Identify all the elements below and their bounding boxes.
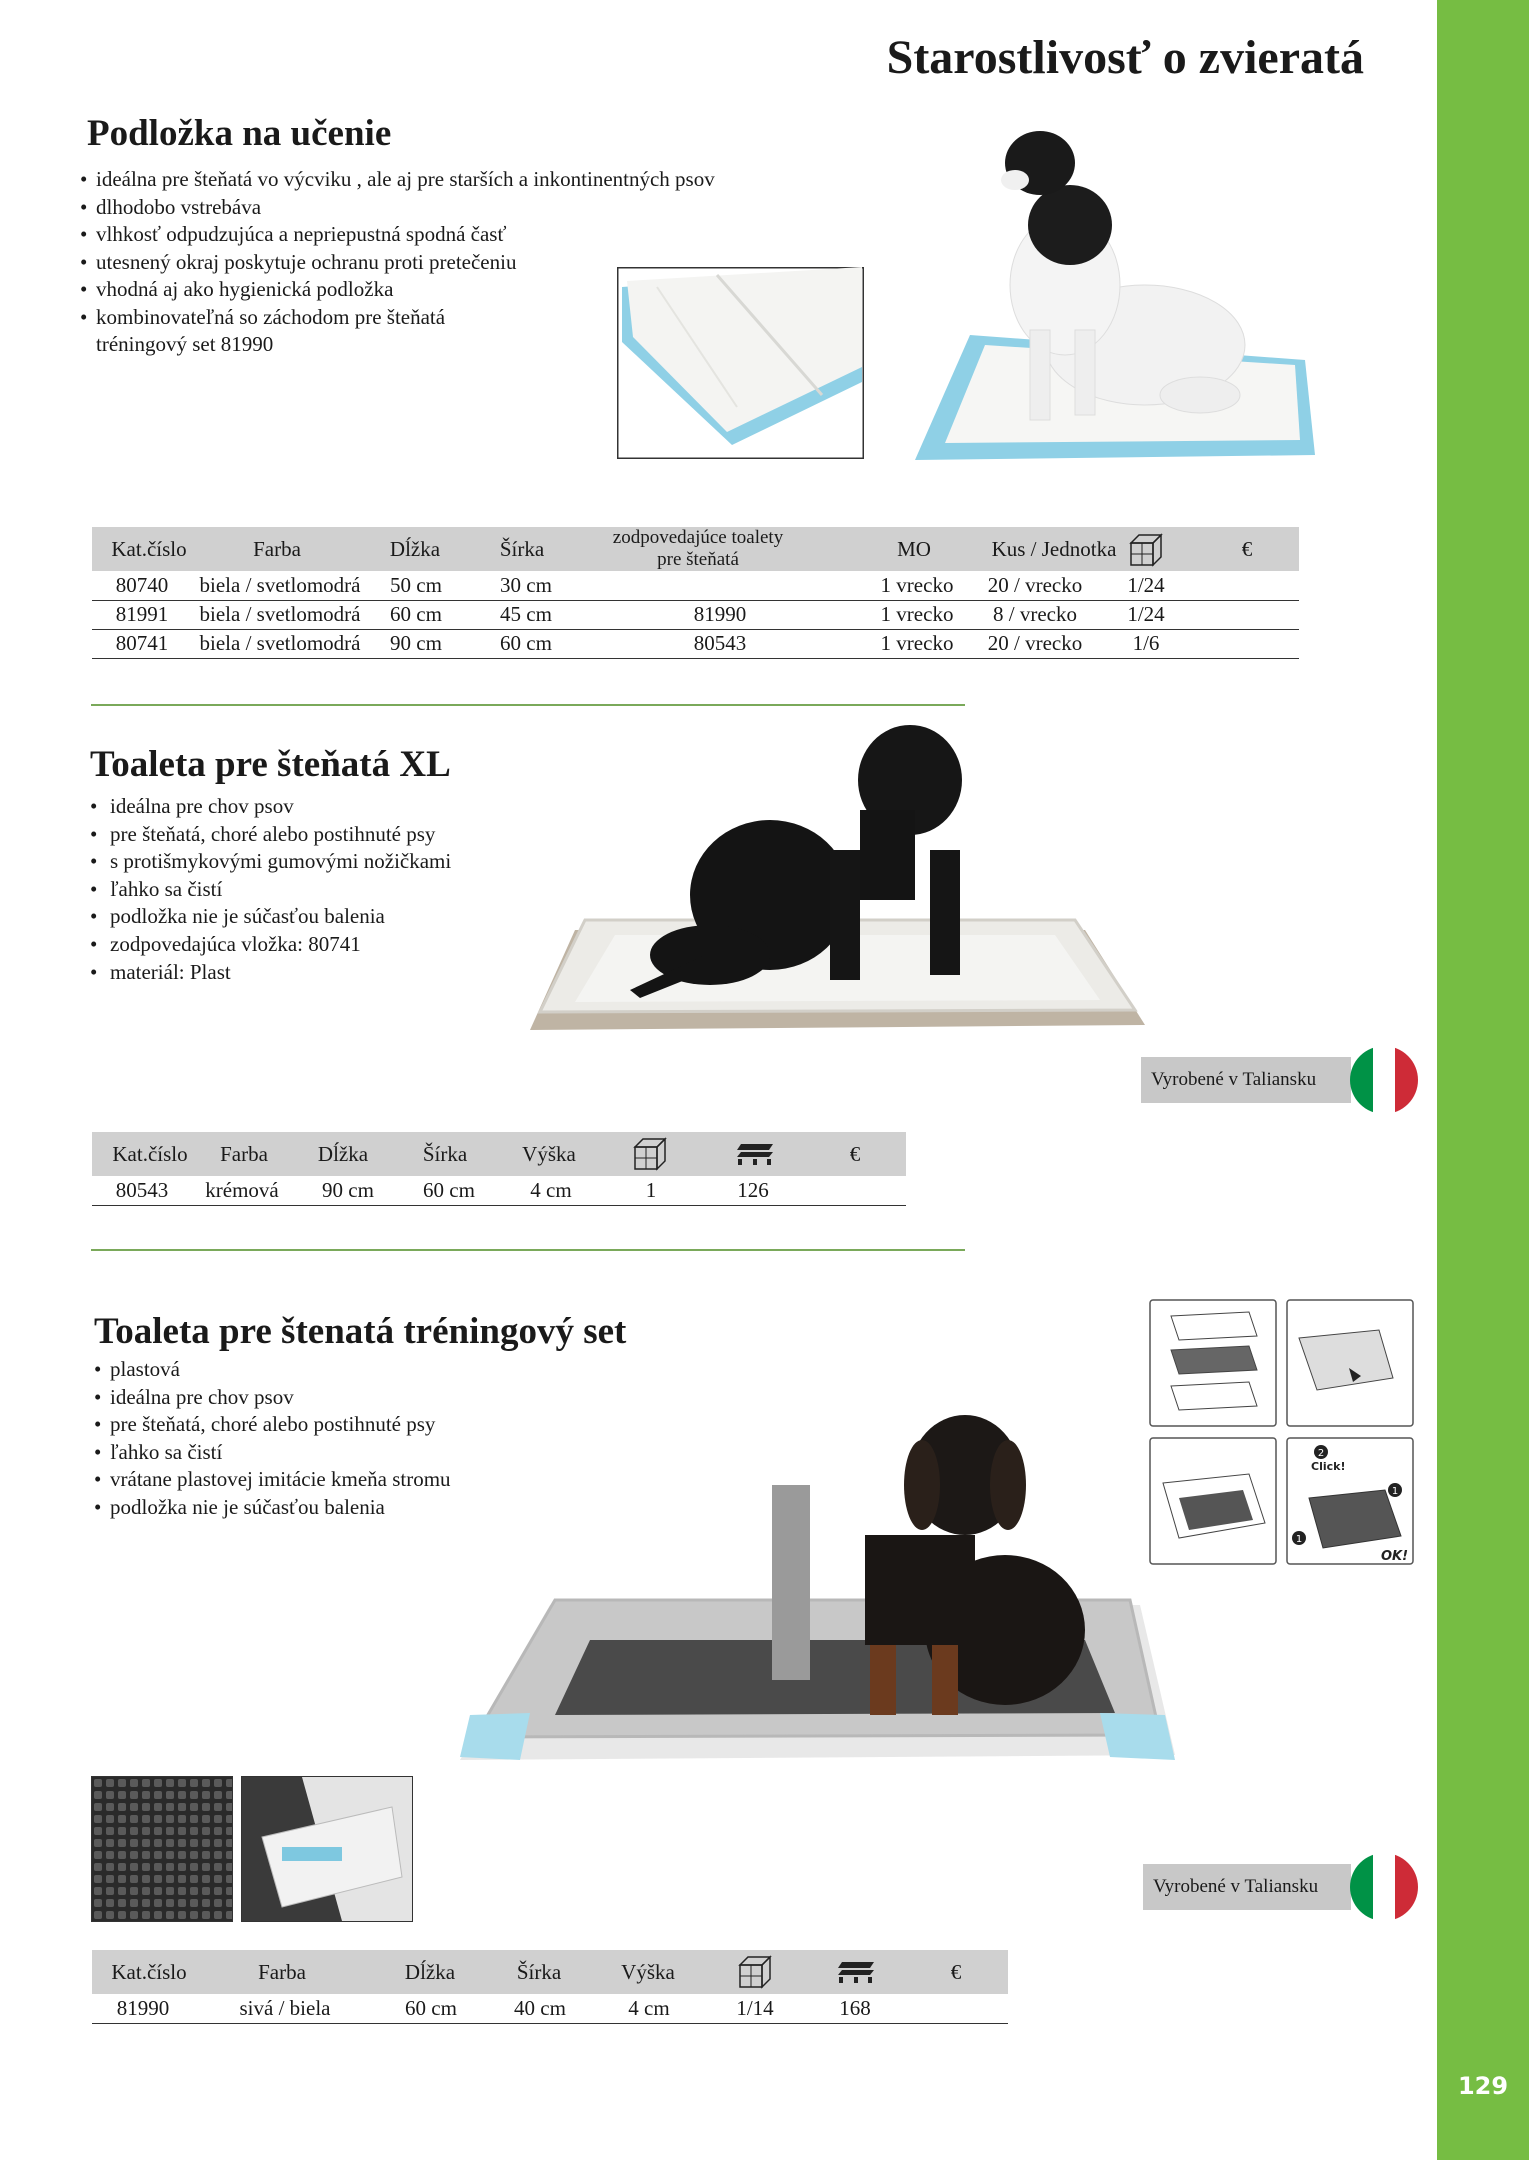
row-divider	[92, 2023, 1008, 2024]
list-item: • ideálna pre chov psov	[88, 793, 451, 821]
cell-height: 4 cm	[628, 1996, 670, 2020]
made-in-italy-badge: Vyrobené v Taliansku	[1141, 1057, 1351, 1103]
header-price: €	[1241, 537, 1253, 561]
cell-carton: 1/24	[1127, 602, 1165, 626]
table-header	[92, 1132, 906, 1176]
header-width: Šírka	[499, 537, 545, 561]
header-matching-toilets-line1: zodpovedajúce toalety	[612, 527, 784, 548]
header-cat-number: Kat.číslo	[111, 537, 187, 561]
cell-pieces: 8 / vrecko	[993, 602, 1077, 626]
cell-carton: 1/24	[1127, 573, 1165, 597]
row-divider	[92, 629, 1299, 630]
ok-label: OK!	[1381, 1549, 1409, 1564]
grid-surface-thumbnail	[91, 1776, 233, 1922]
header-color: Farba	[220, 1142, 268, 1166]
carton-icon	[1128, 532, 1164, 568]
header-color: Farba	[253, 537, 301, 561]
training-set-photo	[460, 1395, 1175, 1785]
cell-cat-number: 80543	[115, 1178, 169, 1202]
cell-matching-toilet: 80543	[693, 631, 747, 655]
list-item: • ľahko sa čistí	[94, 1439, 451, 1467]
training-set-table	[92, 1950, 1008, 2025]
cell-pieces: 20 / vrecko	[987, 573, 1083, 597]
header-cat-number: Kat.číslo	[112, 1142, 188, 1166]
bullet-continuation: tréningový set 81990	[96, 332, 274, 356]
section-separator	[91, 1249, 965, 1251]
header-color: Farba	[258, 1960, 306, 1984]
step-1-label: 1	[1295, 1534, 1303, 1545]
cell-pallet: 126	[737, 1178, 769, 1202]
cell-cat-number: 81990	[116, 1996, 170, 2020]
header-price: €	[950, 1960, 962, 1984]
cell-width: 60 cm	[500, 631, 552, 655]
cell-width: 30 cm	[500, 573, 552, 597]
list-item: • kombinovateľná so záchodom pre šteňatá	[80, 304, 715, 332]
header-height: Výška	[621, 1960, 675, 1984]
header-price: €	[849, 1142, 861, 1166]
step-2-label: 2	[1317, 1448, 1325, 1459]
cell-color: biela / svetlomodrá	[199, 631, 361, 655]
list-item: • zodpovedajúca vložka: 80741	[88, 931, 451, 959]
list-item: • ideálna pre chov psov	[94, 1384, 451, 1412]
terrier-on-pad-photo	[915, 115, 1315, 475]
click-label: Click!	[1311, 1460, 1346, 1473]
training-pad-table	[92, 527, 1299, 662]
toilet-xl-table	[92, 1132, 906, 1207]
list-item: • podložka nie je súčasťou balenia	[94, 1494, 451, 1522]
cell-height: 4 cm	[530, 1178, 572, 1202]
list-item: • utesnený okraj poskytuje ochranu proti pretečeniu	[80, 249, 715, 277]
cell-length: 60 cm	[405, 1996, 457, 2020]
list-item: • vlhkosť odpudzujúca a nepriepustná spodná časť	[80, 221, 715, 249]
header-width: Šírka	[516, 1960, 562, 1984]
cell-length: 90 cm	[322, 1178, 374, 1202]
cell-color: biela / svetlomodrá	[199, 602, 361, 626]
assembly-instructions-diagram	[1149, 1298, 1415, 1567]
header-length: Dĺžka	[404, 1960, 456, 1984]
cell-mo: 1 vrecko	[880, 602, 954, 626]
cell-length: 90 cm	[390, 631, 442, 655]
green-sidebar	[1437, 0, 1529, 2160]
section-title-training-set: Toaleta pre štenatá tréningový set	[94, 1311, 627, 1352]
cell-cat-number: 80741	[115, 631, 169, 655]
cell-cat-number: 81991	[115, 602, 169, 626]
toilet-xl-features	[88, 793, 451, 986]
page-number: 129	[1457, 2072, 1509, 2100]
cell-matching-toilet: 81990	[693, 602, 747, 626]
list-item: • pre šteňatá, choré alebo postihnuté psy	[88, 821, 451, 849]
list-item: • ľahko sa čistí	[88, 876, 451, 904]
row-divider	[92, 658, 1299, 659]
section-title-training-pad: Podložka na učenie	[87, 113, 392, 154]
italy-flag-icon	[1350, 1853, 1418, 1921]
step-1-label: 1	[1391, 1486, 1399, 1497]
cell-width: 40 cm	[514, 1996, 566, 2020]
header-matching-toilets-line2: pre šteňatá	[657, 549, 739, 570]
drawer-detail-thumbnail	[241, 1776, 413, 1922]
cell-carton: 1/14	[736, 1996, 774, 2020]
made-in-italy-badge: Vyrobené v Taliansku	[1143, 1864, 1351, 1910]
cell-mo: 1 vrecko	[880, 631, 954, 655]
training-set-features	[94, 1356, 451, 1522]
pallet-icon	[836, 1960, 876, 1984]
list-item: • vrátane plastovej imitácie kmeňa stromu	[94, 1466, 451, 1494]
list-item: • ideálna pre šteňatá vo výcviku , ale aj pre starších a inkontinentných psov	[80, 166, 715, 194]
cell-length: 50 cm	[390, 573, 442, 597]
cell-width: 45 cm	[500, 602, 552, 626]
row-divider	[92, 600, 1299, 601]
cell-length: 60 cm	[390, 602, 442, 626]
section-title-toilet-xl: Toaleta pre šteňatá XL	[90, 744, 451, 785]
cell-width: 60 cm	[423, 1178, 475, 1202]
cell-pieces: 20 / vrecko	[987, 631, 1083, 655]
cell-cat-number: 80740	[115, 573, 169, 597]
cell-mo: 1 vrecko	[880, 573, 954, 597]
header-pieces-per-unit: Kus / Jednotka	[991, 537, 1117, 561]
cell-carton: 1/6	[1132, 631, 1160, 655]
list-item: • s protišmykovými gumovými nožičkami	[88, 848, 451, 876]
page-title: Starostlivosť o zvieratá	[886, 31, 1364, 84]
list-item: • plastová	[94, 1356, 451, 1384]
cell-color: krémová	[205, 1178, 279, 1202]
header-mo: MO	[897, 537, 931, 561]
section-separator	[91, 704, 965, 706]
list-item: • dlhodobo vstrebáva	[80, 194, 715, 222]
header-cat-number: Kat.číslo	[111, 1960, 187, 1984]
list-item: • vhodná aj ako hygienická podložka	[80, 276, 715, 304]
row-divider	[92, 1205, 906, 1206]
header-width: Šírka	[422, 1142, 468, 1166]
cell-color: sivá / biela	[239, 1996, 331, 2020]
list-item: • pre šteňatá, choré alebo postihnuté psy	[94, 1411, 451, 1439]
list-item: • podložka nie je súčasťou balenia	[88, 903, 451, 931]
carton-icon	[632, 1136, 668, 1172]
cell-pallet: 168	[839, 1996, 871, 2020]
header-height: Výška	[522, 1142, 576, 1166]
toilet-xl-photo	[530, 720, 1145, 1040]
italy-flag-icon	[1350, 1046, 1418, 1114]
pallet-icon	[735, 1142, 775, 1166]
carton-icon	[737, 1954, 773, 1990]
pad-closeup-photo	[617, 267, 864, 459]
header-length: Dĺžka	[389, 537, 441, 561]
cell-carton: 1	[645, 1178, 657, 1202]
header-length: Dĺžka	[317, 1142, 369, 1166]
list-item: • materiál: Plast	[88, 959, 451, 987]
cell-color: biela / svetlomodrá	[199, 573, 361, 597]
